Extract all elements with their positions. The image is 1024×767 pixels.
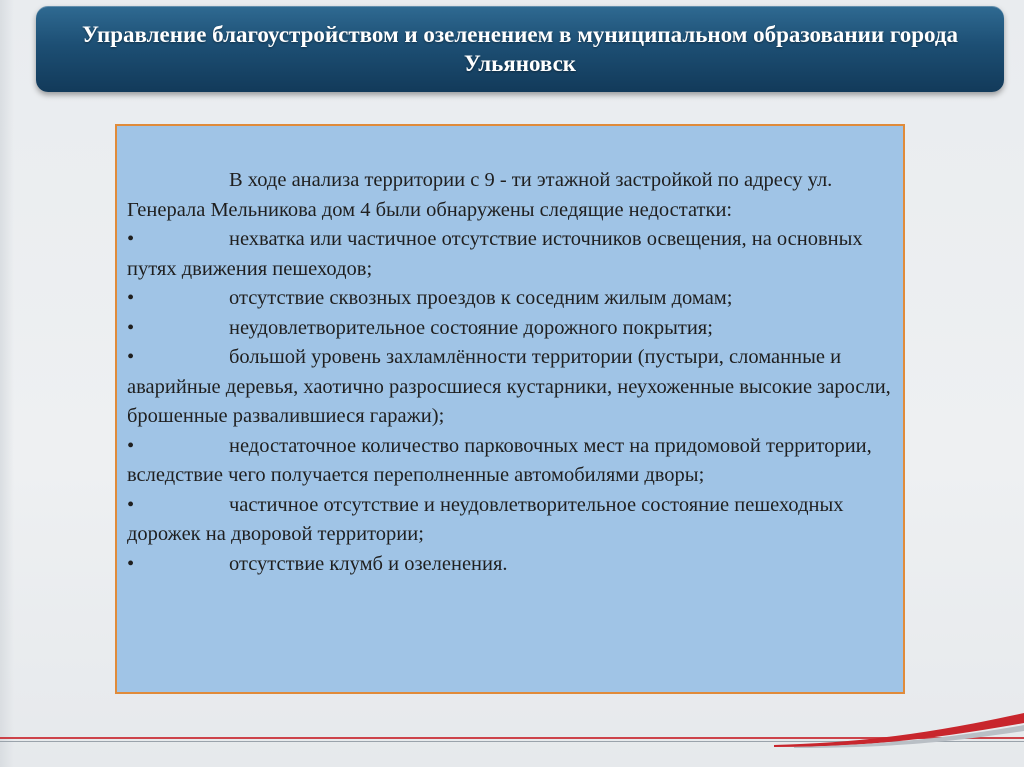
bullet: • bbox=[127, 552, 135, 575]
list-item-text: отсутствие клумб и озеленения. bbox=[229, 552, 508, 575]
list-item bbox=[127, 225, 893, 284]
slide-title: Управление благоустройством и озеленением в муниципальном образовании города Ульяновск bbox=[81, 22, 959, 76]
list-item-text: нехватка или частичное отсутствие источников освещения, на основных путях движения пешеходов; bbox=[127, 228, 863, 280]
list-item-text: частичное отсутствие и неудовлетворительное состояние пешеходных дорожек на дворовой территории; bbox=[127, 493, 844, 545]
list-item-text: большой уровень захламлённости территории (пустыри, сломанные и аварийные деревья, хаотично разросшиеся кустарники, неухоженные высокие заросли, брошенные развалившиеся гаражи); bbox=[127, 346, 891, 427]
slide-edge bbox=[0, 0, 14, 767]
content-box bbox=[115, 124, 905, 694]
bullet: • bbox=[127, 493, 135, 516]
list-item bbox=[127, 550, 893, 580]
bullet: • bbox=[127, 316, 135, 339]
intro-paragraph: В ходе анализа территории с 9 - ти этажной застройкой по адресу ул. Генерала Мельникова дом 4 были обнаружены следящие недостатки: bbox=[127, 169, 833, 221]
list-item-text: недостаточное количество парковочных мест на придомовой территории, вследствие чего получается переполненные автомобилями дворы; bbox=[127, 434, 872, 486]
bullet: • bbox=[127, 434, 135, 457]
list-item bbox=[127, 491, 893, 550]
list-item bbox=[127, 284, 893, 314]
list-item-text: отсутствие сквозных проездов к соседним жилым домам; bbox=[229, 287, 733, 309]
list-item bbox=[127, 343, 893, 432]
bullet: • bbox=[127, 228, 135, 250]
bullet: • bbox=[127, 287, 135, 309]
bullet: • bbox=[127, 346, 135, 368]
title-bar bbox=[36, 6, 1004, 92]
list-item bbox=[127, 314, 893, 344]
list-item bbox=[127, 432, 893, 491]
footer-swoosh-icon bbox=[774, 709, 1024, 749]
list-item-text: неудовлетворительное состояние дорожного покрытия; bbox=[229, 316, 713, 339]
